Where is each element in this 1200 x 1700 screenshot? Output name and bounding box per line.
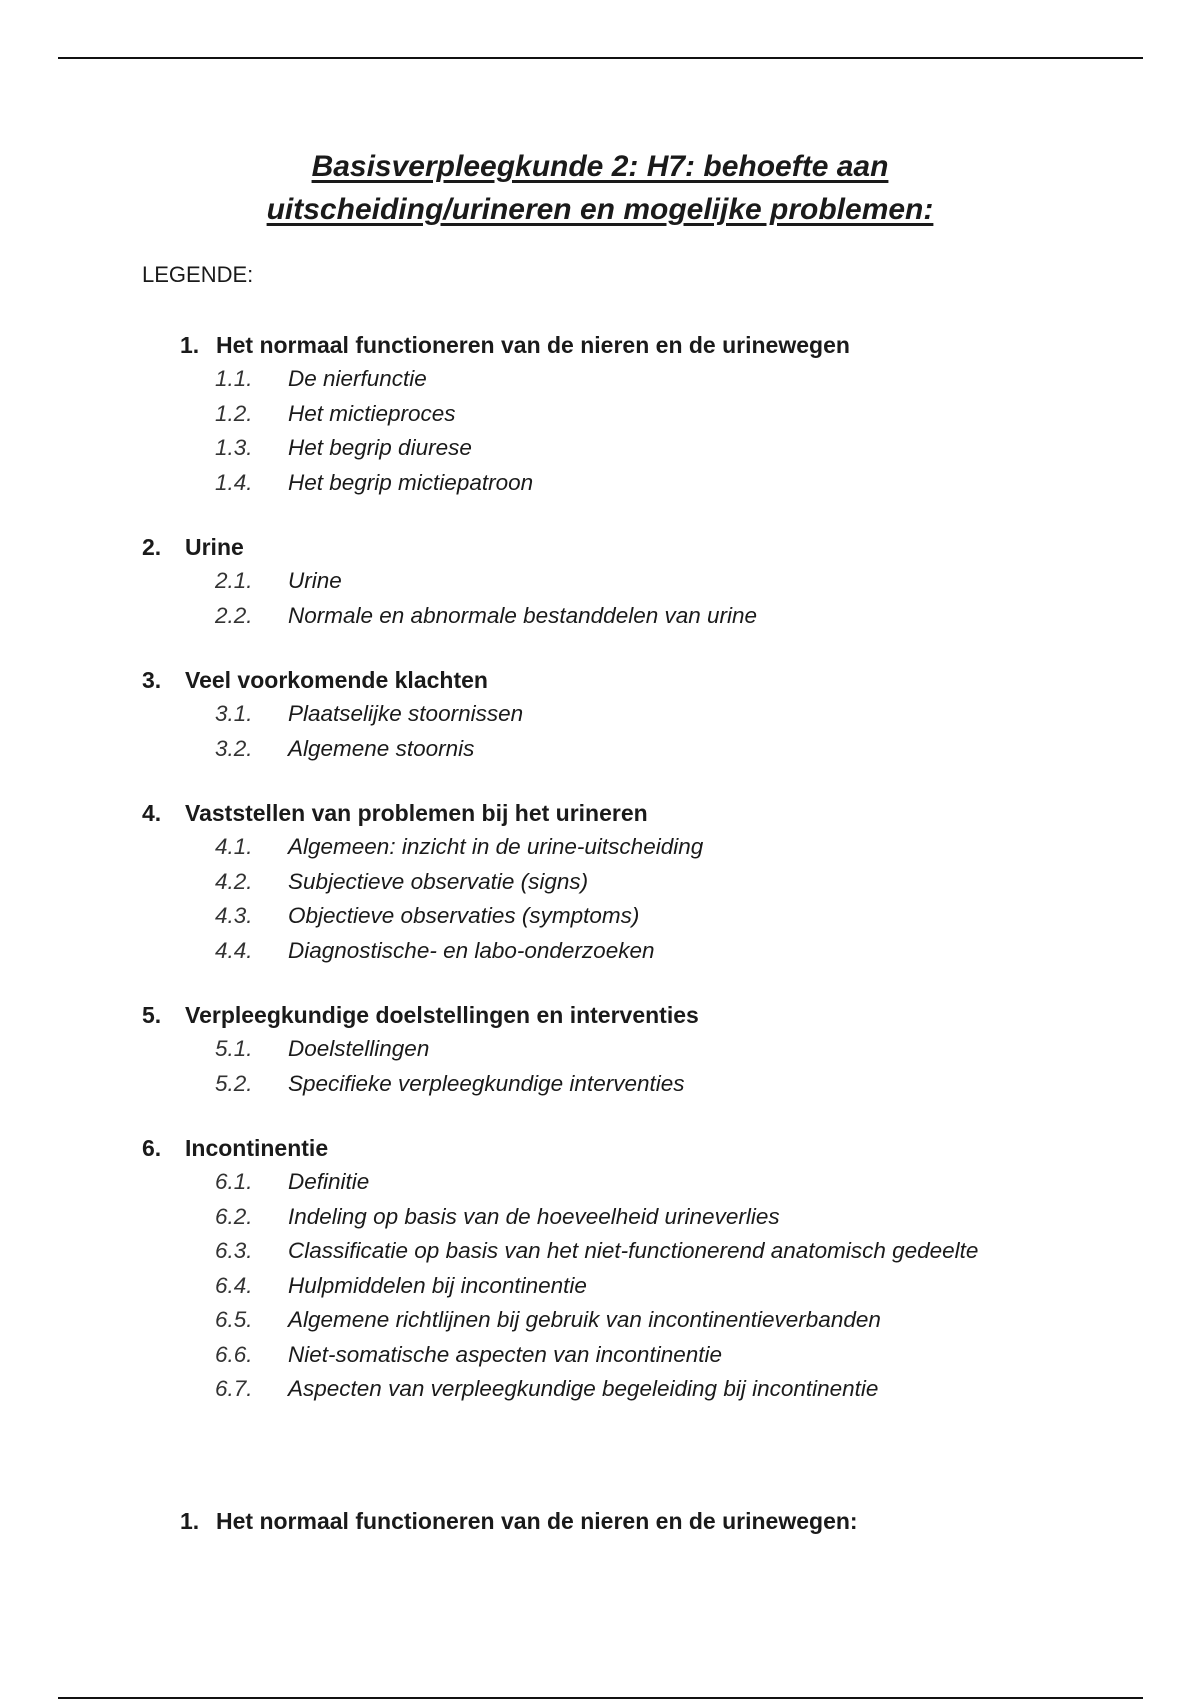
subitem-label: Algemene richtlijnen bij gebruik van incontinentieverbanden (288, 1307, 881, 1332)
subitem-label: Diagnostische- en labo-onderzoeken (288, 937, 655, 963)
toc-subitem (0, 1165, 1200, 1200)
subitem-label: Algemeen: inzicht in de urine-uitscheiding (288, 834, 704, 859)
subitem-label: Het begrip diurese (288, 435, 472, 460)
toc-section-heading (0, 998, 1200, 1032)
subitem-number: 1.3. (215, 435, 253, 460)
toc-subitem (0, 599, 1200, 634)
subitem-number: 6.1. (215, 1169, 253, 1194)
toc-subitem (0, 431, 1200, 466)
subitem-number: 5.1. (215, 1036, 253, 1061)
toc-subitem (0, 1067, 1200, 1102)
toc-subitem (0, 697, 1200, 732)
toc-section-heading (0, 328, 1200, 362)
toc-subitem (0, 1303, 1200, 1338)
footer-rule (58, 1697, 1143, 1699)
toc-section-2 (0, 530, 1200, 633)
subitem-number: 6.3. (215, 1238, 253, 1263)
subitem-number: 3.1. (215, 701, 253, 726)
toc-subitem (0, 397, 1200, 432)
subitem-number: 1.4. (215, 469, 253, 495)
subitem-number: 1.1. (215, 366, 253, 391)
table-of-contents (0, 328, 1200, 1437)
subitem-number: 4.1. (215, 834, 253, 859)
toc-subitem (0, 1200, 1200, 1235)
toc-subitem (0, 732, 1200, 767)
toc-section-6 (0, 1131, 1200, 1407)
subitem-number: 2.2. (215, 602, 253, 628)
toc-subitem (0, 830, 1200, 865)
section-title: Incontinentie (185, 1135, 329, 1161)
subitem-number: 4.3. (215, 903, 253, 928)
section-title: Vaststellen van problemen bij het urineren (185, 800, 648, 826)
section-number: 1. (180, 1508, 200, 1534)
subitem-label: Doelstellingen (288, 1036, 430, 1061)
subitem-label: Aspecten van verpleegkundige begeleiding bij incontinentie (288, 1376, 879, 1401)
toc-section-5 (0, 998, 1200, 1101)
subitem-number: 6.6. (215, 1341, 253, 1367)
subitem-label: Urine (288, 568, 342, 593)
subitem-number: 5.2. (215, 1070, 253, 1096)
subitem-number: 2.1. (215, 568, 253, 593)
subitem-label: Normale en abnormale bestanddelen van urine (288, 602, 758, 628)
body-section-heading (0, 1504, 1200, 1538)
section-number: 3. (142, 667, 162, 693)
subitem-label: Specifieke verpleegkundige interventies (288, 1070, 685, 1096)
toc-subitem (0, 1269, 1200, 1304)
subitem-number: 6.7. (215, 1376, 253, 1401)
subitem-number: 6.4. (215, 1272, 253, 1298)
subitem-label: Definitie (288, 1169, 370, 1194)
toc-subitem (0, 865, 1200, 900)
subitem-number: 6.2. (215, 1203, 253, 1229)
subitem-label: Niet-somatische aspecten van incontinentie (288, 1341, 722, 1367)
toc-section-1 (0, 328, 1200, 500)
section-number: 1. (180, 332, 200, 358)
subitem-label: Hulpmiddelen bij incontinentie (288, 1272, 587, 1298)
toc-subitem (0, 1338, 1200, 1373)
legend-label: LEGENDE: (142, 262, 254, 287)
subitem-number: 3.2. (215, 735, 253, 761)
toc-subitem (0, 1234, 1200, 1269)
section-number: 2. (142, 534, 162, 560)
toc-section-heading (0, 530, 1200, 564)
section-title: Veel voorkomende klachten (185, 667, 488, 693)
toc-subitem (0, 466, 1200, 501)
toc-subitem (0, 899, 1200, 934)
subitem-number: 4.2. (215, 868, 253, 894)
subitem-label: Algemene stoornis (288, 735, 475, 761)
subitem-label: De nierfunctie (288, 366, 427, 391)
section-title: Verpleegkundige doelstellingen en interventies (185, 1002, 699, 1028)
toc-subitem (0, 1372, 1200, 1407)
subitem-label: Het begrip mictiepatroon (288, 469, 534, 495)
toc-section-heading (0, 1131, 1200, 1165)
subitem-label: Classificatie op basis van het niet-functionerend anatomisch gedeelte (288, 1238, 979, 1263)
toc-section-heading (0, 663, 1200, 697)
header-rule (58, 57, 1143, 59)
toc-section-4 (0, 796, 1200, 968)
section-number: 4. (142, 800, 162, 826)
subitem-label: Subjectieve observatie (signs) (288, 868, 589, 894)
page-title-line-2: uitscheiding/urineren en mogelijke problemen: (266, 193, 934, 226)
section-title: Het normaal functioneren van de nieren en de urinewegen: (216, 1508, 858, 1534)
toc-subitem (0, 564, 1200, 599)
toc-subitem (0, 362, 1200, 397)
subitem-label: Het mictieproces (288, 400, 456, 426)
toc-section-3 (0, 663, 1200, 766)
section-number: 5. (142, 1002, 162, 1028)
subitem-label: Plaatselijke stoornissen (288, 701, 524, 726)
subitem-number: 4.4. (215, 937, 253, 963)
subitem-label: Objectieve observaties (symptoms) (288, 903, 640, 928)
subitem-label: Indeling op basis van de hoeveelheid urineverlies (288, 1203, 780, 1229)
section-title: Urine (185, 534, 244, 560)
subitem-number: 1.2. (215, 400, 253, 426)
toc-subitem (0, 1032, 1200, 1067)
section-title: Het normaal functioneren van de nieren en de urinewegen (216, 332, 850, 358)
section-number: 6. (142, 1135, 162, 1161)
subitem-number: 6.5. (215, 1307, 253, 1332)
page-title-line-1: Basisverpleegkunde 2: H7: behoefte aan (311, 150, 889, 183)
page-title (0, 145, 1200, 231)
toc-subitem (0, 934, 1200, 969)
toc-section-heading (0, 796, 1200, 830)
